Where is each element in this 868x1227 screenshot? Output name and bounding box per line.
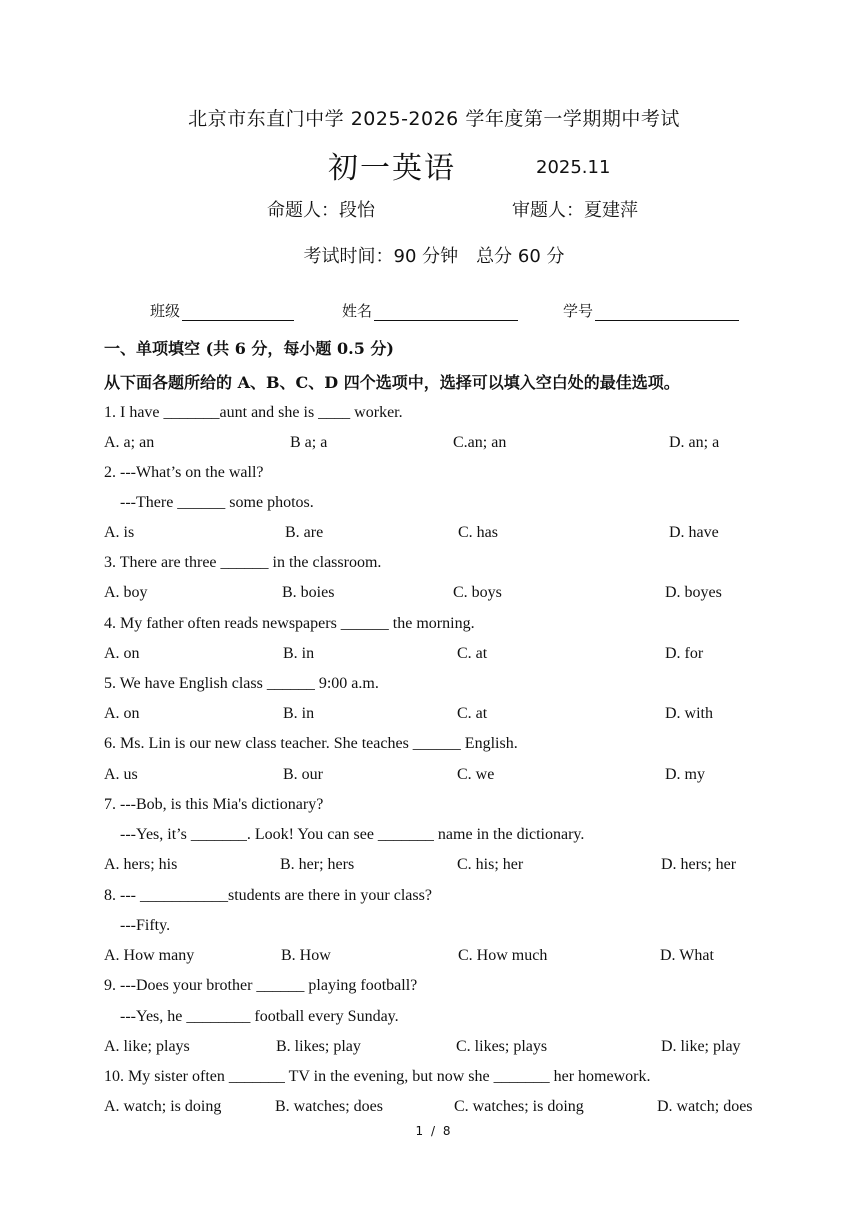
option-c[interactable]: C. at [457, 705, 488, 722]
option-c[interactable]: C. watches; is doing [454, 1098, 584, 1115]
question-1-text: 1. I have _______aunt and she is ____ worker. [104, 404, 403, 421]
question-7-options [104, 852, 804, 878]
option-a[interactable]: A. a; an [104, 434, 155, 451]
question-6-options [104, 762, 804, 788]
option-d[interactable]: D. with [665, 705, 713, 722]
question-setter: 命题人：段怡 [267, 200, 375, 221]
exam-date: 2025.11 [536, 157, 611, 178]
option-d[interactable]: D. an; a [669, 434, 720, 451]
option-a[interactable]: A. boy [104, 584, 148, 601]
section-title: 一、单项填空 (共 6 分，每小题 0.5 分) [104, 339, 394, 358]
class-label: 班级 [150, 304, 181, 320]
student-id-label: 学号 [563, 304, 594, 320]
option-d[interactable]: D. What [660, 947, 714, 964]
question-reviewer: 审题人：夏建萍 [512, 200, 638, 221]
option-b[interactable]: B. are [285, 524, 324, 541]
name-field[interactable] [342, 300, 518, 321]
option-c[interactable]: C. How much [458, 947, 548, 964]
student-id-blank [595, 302, 739, 321]
question-6-text: 6. Ms. Lin is our new class teacher. She teaches ______ English. [104, 735, 518, 752]
question-9-text-2: ---Yes, he ________ football every Sunday. [120, 1008, 399, 1025]
option-d[interactable]: D. for [665, 645, 704, 662]
question-9-text: 9. ---Does your brother ______ playing football? [104, 977, 418, 994]
option-b[interactable]: B. in [283, 645, 315, 662]
option-c[interactable]: C. his; her [457, 856, 524, 873]
exam-duration: 考试时间：90 分钟 [303, 246, 459, 267]
question-2-text-2: ---There ______ some photos. [120, 494, 314, 511]
question-10-options [104, 1094, 804, 1120]
question-8-options [104, 943, 804, 969]
option-b[interactable]: B a; a [290, 434, 328, 451]
question-8-text-2: ---Fifty. [120, 917, 171, 934]
option-a[interactable]: A. on [104, 645, 140, 662]
option-c[interactable]: C. likes; plays [456, 1038, 548, 1055]
class-blank [182, 302, 294, 321]
question-2-options [104, 520, 804, 546]
question-8-text: 8. --- ___________students are there in your class? [104, 887, 432, 904]
option-d[interactable]: D. my [665, 766, 705, 783]
subject-row [0, 143, 868, 187]
question-9-options [104, 1034, 804, 1060]
option-d[interactable]: D. hers; her [661, 856, 737, 873]
option-a[interactable]: A. How many [104, 947, 195, 964]
option-a[interactable]: A. like; plays [104, 1038, 190, 1055]
question-2-text: 2. ---What’s on the wall? [104, 464, 264, 481]
option-a[interactable]: A. watch; is doing [104, 1098, 222, 1115]
authors-row [0, 196, 868, 226]
option-a[interactable]: A. us [104, 766, 138, 783]
option-a[interactable]: A. is [104, 524, 135, 541]
question-1-options [104, 430, 804, 456]
option-b[interactable]: B. boies [282, 584, 335, 601]
option-b[interactable]: B. likes; play [276, 1038, 361, 1055]
option-b[interactable]: B. How [281, 947, 331, 964]
option-c[interactable]: C. at [457, 645, 488, 662]
question-4-text: 4. My father often reads newspapers ______ the morning. [104, 615, 475, 632]
question-7-text: 7. ---Bob, is this Mia's dictionary? [104, 796, 324, 813]
question-3-options [104, 580, 804, 606]
subject-title: 初一英语 [328, 151, 456, 186]
section-instruction: 从下面各题所给的 A、B、C、D 四个选项中，选择可以填入空白处的最佳选项。 [104, 373, 680, 392]
option-c[interactable]: C.an; an [453, 434, 507, 451]
student-id-field[interactable] [563, 300, 739, 321]
option-b[interactable]: B. our [283, 766, 323, 783]
option-a[interactable]: A. hers; his [104, 856, 178, 873]
page-number: 1 / 8 [415, 1124, 453, 1138]
student-info-row [0, 300, 868, 324]
option-d[interactable]: D. boyes [665, 584, 722, 601]
question-5-text: 5. We have English class ______ 9:00 a.m. [104, 675, 379, 692]
class-field[interactable] [150, 300, 294, 321]
school-exam-title: 北京市东直门中学 2025-2026 学年度第一学期期中考试 [188, 108, 680, 130]
total-score: 总分 60 分 [476, 246, 565, 267]
option-c[interactable]: C. boys [453, 584, 502, 601]
option-d[interactable]: D. watch; does [657, 1098, 753, 1115]
name-label: 姓名 [342, 304, 373, 320]
name-blank [374, 302, 518, 321]
question-10-text: 10. My sister often _______ TV in the evening, but now she _______ her homework. [104, 1068, 651, 1085]
question-7-text-2: ---Yes, it’s _______. Look! You can see _______ name in the dictionary. [120, 826, 585, 843]
option-c[interactable]: C. we [457, 766, 495, 783]
option-d[interactable]: D. like; play [661, 1038, 741, 1055]
exam-time-score [0, 242, 868, 268]
question-3-text: 3. There are three ______ in the classroom. [104, 554, 382, 571]
option-b[interactable]: B. in [283, 705, 315, 722]
question-5-options [104, 701, 804, 727]
option-b[interactable]: B. watches; does [275, 1098, 383, 1115]
option-d[interactable]: D. have [669, 524, 719, 541]
option-c[interactable]: C. has [458, 524, 498, 541]
option-a[interactable]: A. on [104, 705, 140, 722]
question-4-options [104, 641, 804, 667]
option-b[interactable]: B. her; hers [280, 856, 355, 873]
